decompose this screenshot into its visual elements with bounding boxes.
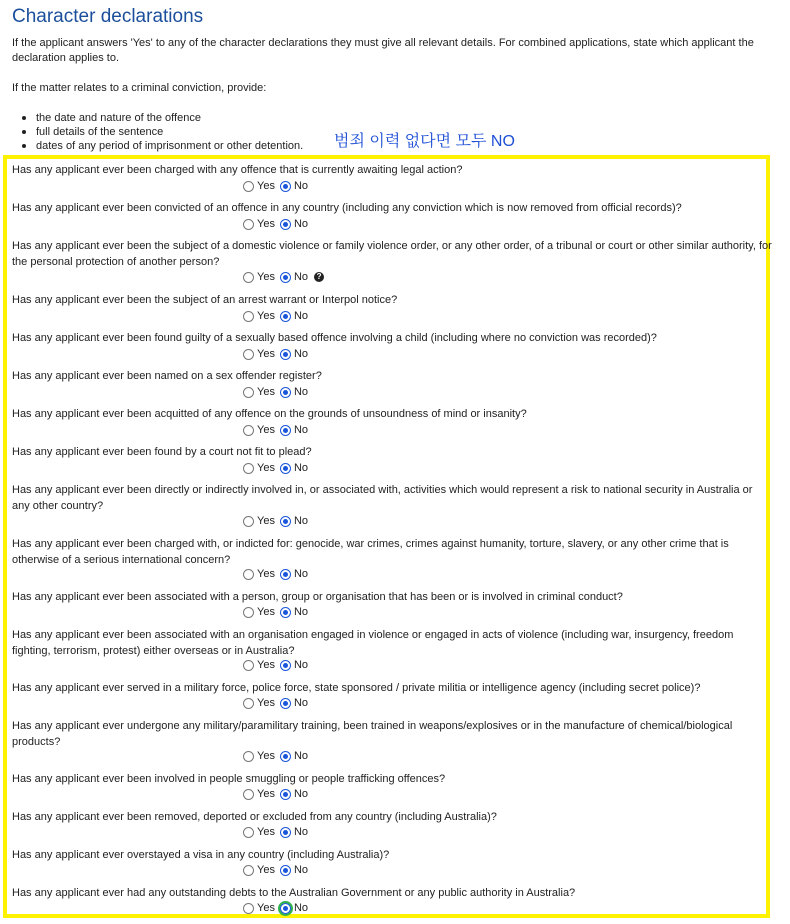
yes-label[interactable]: Yes [257,606,275,618]
yes-radio[interactable] [243,181,254,192]
no-label[interactable]: No [293,218,309,230]
no-label[interactable]: No [293,659,309,671]
no-radio[interactable] [280,660,291,671]
yes-label[interactable]: Yes [257,697,275,709]
yes-radio[interactable] [243,272,254,283]
no-label[interactable]: No [293,826,309,838]
question-text: Has any applicant ever been charged with any offence that is currently awaiting legal action? [12,164,463,176]
yes-radio[interactable] [243,865,254,876]
answer-radio-group [243,270,324,284]
answer-radio-group [243,423,313,437]
question-text: Has any applicant ever been the subject of an arrest warrant or Interpol notice? [12,294,398,306]
yes-label[interactable]: Yes [257,462,275,474]
no-label[interactable]: No [293,568,309,580]
no-label[interactable]: No [293,606,309,618]
yes-label[interactable]: Yes [257,424,275,436]
no-radio[interactable] [280,607,291,618]
no-label[interactable]: No [293,180,309,192]
answer-radio-group [243,749,313,763]
yes-radio[interactable] [243,751,254,762]
answer-radio-group [243,605,313,619]
yes-radio[interactable] [243,463,254,474]
question-text: Has any applicant ever undergone any military/paramilitary training, been trained in weapons/explosives or in the manufacture of chemical/biological products? [12,720,733,748]
yes-radio[interactable] [243,387,254,398]
yes-radio[interactable] [243,516,254,527]
yes-radio[interactable] [243,698,254,709]
question-text: Has any applicant ever overstayed a visa in any country (including Australia)? [12,849,390,861]
yes-radio[interactable] [243,660,254,671]
no-label[interactable]: No [293,788,309,800]
yes-label[interactable]: Yes [257,515,275,527]
no-radio[interactable] [280,751,291,762]
question-text: Has any applicant ever been convicted of an offence in any country (including any conviction which is now removed from official records)? [12,202,682,214]
no-label[interactable]: No [293,348,309,360]
yes-label[interactable]: Yes [257,348,275,360]
yes-label[interactable]: Yes [257,902,275,914]
no-radio[interactable] [280,516,291,527]
question-text: Has any applicant ever been found by a court not fit to plead? [12,446,312,458]
criminal-conviction-intro: If the matter relates to a criminal conviction, provide: [12,82,267,94]
question-text: Has any applicant ever been found guilty of a sexually based offence involving a child (including where no conviction was recorded)? [12,332,657,344]
yes-label[interactable]: Yes [257,271,275,283]
no-radio[interactable] [280,219,291,230]
yes-label[interactable]: Yes [257,788,275,800]
question-text: Has any applicant ever been named on a sex offender register? [12,370,322,382]
no-radio[interactable] [280,181,291,192]
no-radio[interactable] [280,349,291,360]
list-item: dates of any period of imprisonment or other detention. [22,139,303,153]
answer-radio-group [243,179,313,193]
no-radio[interactable] [280,463,291,474]
answer-radio-group [243,385,313,399]
yes-label[interactable]: Yes [257,218,275,230]
yes-radio[interactable] [243,607,254,618]
no-radio[interactable] [280,387,291,398]
answer-radio-group [243,825,313,839]
yes-label[interactable]: Yes [257,864,275,876]
answer-radio-group [243,309,313,323]
intro-text: If the applicant answers 'Yes' to any of the character declarations they must give all relevant details. For combined applications, state which applicant the declaration applies to. [12,37,754,64]
question-text: Has any applicant ever been directly or indirectly involved in, or associated with, activities which would represent a risk to national security in Australia or any other country? [12,484,753,512]
yes-label[interactable]: Yes [257,310,275,322]
no-label[interactable]: No [293,386,309,398]
section-title: Character declarations [12,6,204,27]
annotation-note: 범죄 이력 없다면 모두 NO [334,133,515,150]
question-text: Has any applicant ever been charged with, or indicted for: genocide, war crimes, crimes against humanity, torture, slavery, or any other crime that is otherwise of a serious international concern? [12,538,729,566]
yes-radio[interactable] [243,311,254,322]
yes-radio[interactable] [243,425,254,436]
no-radio[interactable] [280,903,291,914]
no-label[interactable]: No [293,750,309,762]
answer-radio-group [243,567,313,581]
yes-radio[interactable] [243,903,254,914]
yes-label[interactable]: Yes [257,568,275,580]
no-label[interactable]: No [293,864,309,876]
answer-radio-group [243,461,313,475]
yes-label[interactable]: Yes [257,826,275,838]
answer-radio-group [243,787,313,801]
answer-radio-group [243,658,313,672]
list-item: the date and nature of the offence [22,111,303,125]
question-circle-icon[interactable]: ? [314,272,324,282]
no-label[interactable]: No [293,271,309,283]
question-text: Has any applicant ever been removed, deported or excluded from any country (including Australia)? [12,811,497,823]
conviction-details-list [22,111,303,153]
question-text: Has any applicant ever been involved in people smuggling or people trafficking offences? [12,773,446,785]
no-radio[interactable] [280,789,291,800]
no-radio[interactable] [280,698,291,709]
answer-radio-group [243,514,313,528]
no-radio[interactable] [280,865,291,876]
yes-radio[interactable] [243,827,254,838]
list-item: full details of the sentence [22,125,303,139]
no-label[interactable]: No [293,902,309,914]
question-text: Has any applicant ever had any outstanding debts to the Australian Government or any public authority in Australia? [12,887,576,899]
question-text: Has any applicant ever been associated with an organisation engaged in violence or engaged in acts of violence (including war, insurgency, freedom fighting, terrorism, protest) either overseas or in Australia? [12,629,734,657]
answer-radio-group [243,696,313,710]
yes-label[interactable]: Yes [257,659,275,671]
no-radio[interactable] [280,827,291,838]
question-text: Has any applicant ever been associated with a person, group or organisation that has been or is involved in criminal conduct? [12,591,623,603]
no-radio[interactable] [280,569,291,580]
answer-radio-group [243,901,313,915]
no-label[interactable]: No [293,515,309,527]
yes-radio[interactable] [243,349,254,360]
no-radio[interactable] [280,311,291,322]
yes-label[interactable]: Yes [257,750,275,762]
yes-radio[interactable] [243,569,254,580]
question-text: Has any applicant ever served in a military force, police force, state sponsored / private militia or intelligence agency (including secret police)? [12,682,701,694]
no-label[interactable]: No [293,697,309,709]
answer-radio-group [243,863,313,877]
question-text: Has any applicant ever been the subject of a domestic violence or family violence order, or any other order, of a tribunal or court or other similar authority, for the personal protection of another person? [12,240,772,268]
yes-radio[interactable] [243,219,254,230]
answer-radio-group [243,217,313,231]
no-label[interactable]: No [293,462,309,474]
answer-radio-group [243,347,313,361]
yes-label[interactable]: Yes [257,180,275,192]
question-text: Has any applicant ever been acquitted of any offence on the grounds of unsoundness of mind or insanity? [12,408,527,420]
no-label[interactable]: No [293,424,309,436]
yes-radio[interactable] [243,789,254,800]
no-radio[interactable] [280,425,291,436]
yes-label[interactable]: Yes [257,386,275,398]
no-label[interactable]: No [293,310,309,322]
no-radio[interactable] [280,272,291,283]
